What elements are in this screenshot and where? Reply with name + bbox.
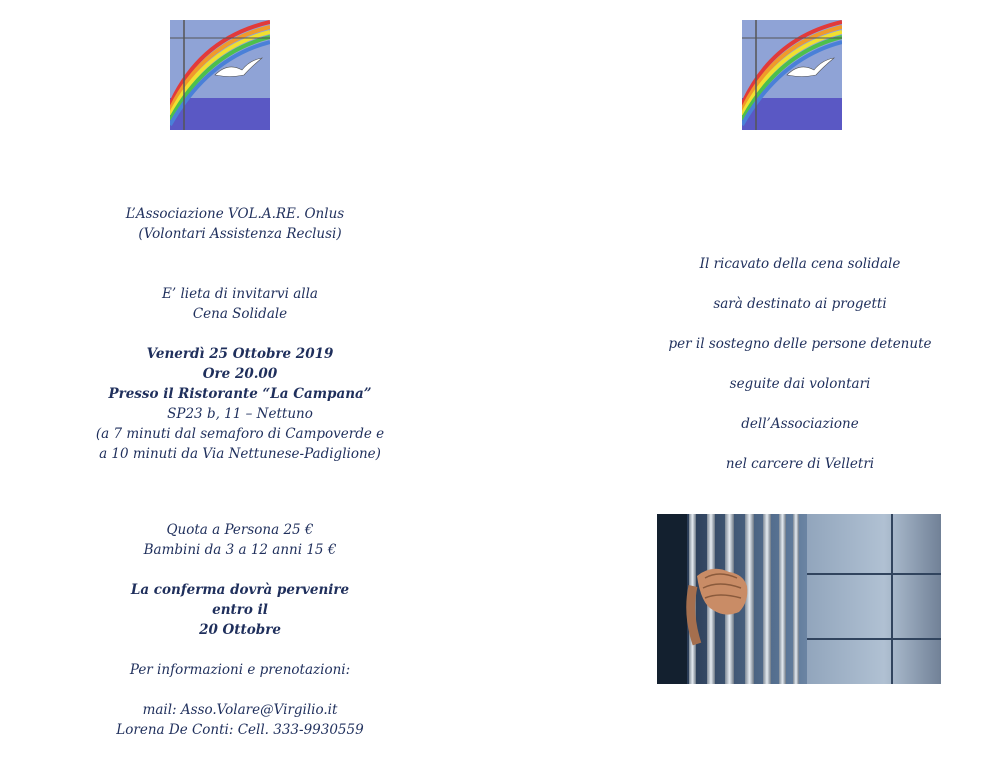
confirm-by: entro il <box>212 602 268 618</box>
proceeds-line-3: per il sostegno delle persone detenute <box>668 336 932 352</box>
association-subtitle: (Volontari Assistenza Reclusi) <box>138 226 342 242</box>
venue-address: SP23 b, 11 – Nettuno <box>167 406 313 422</box>
proceeds-line-6: nel carcere di Velletri <box>725 456 875 472</box>
association-logo-right <box>742 20 842 130</box>
price-block <box>45 520 435 560</box>
rainbow-seagull-logo-icon <box>742 20 842 130</box>
adult-price: Quota a Persona 25 € <box>166 522 314 538</box>
intro-block <box>45 204 435 244</box>
rainbow-seagull-logo-icon <box>170 20 270 130</box>
proceeds-line-4: seguite dai volontari <box>729 376 871 392</box>
confirm-block <box>45 580 435 640</box>
child-price: Bambini da 3 a 12 anni 15 € <box>143 542 337 558</box>
event-date: Venerdì 25 Ottobre 2019 <box>146 346 334 362</box>
directions-line-1: (a 7 minuti dal semaforo di Campoverde e <box>95 426 385 442</box>
proceeds-line-1: Il ricavato della cena solidale <box>699 256 901 272</box>
proceeds-line-2: sarà destinato ai progetti <box>713 296 887 312</box>
contact-email: mail: Asso.Volare@Virgilio.it <box>142 702 338 718</box>
proceeds-line-5: dell’Associazione <box>741 416 859 432</box>
contact-phone: Lorena De Conti: Cell. 333-9930559 <box>116 722 364 738</box>
event-time: Ore 20.00 <box>202 366 278 382</box>
prison-bars-icon <box>657 514 941 684</box>
association-name: L’Associazione VOL.A.RE. Onlus <box>125 206 345 222</box>
invite-text: E’ lieta di invitarvi alla <box>162 286 318 302</box>
association-logo-left <box>170 20 270 130</box>
invite-block <box>45 284 435 324</box>
proceeds-block <box>620 244 980 484</box>
dinner-name: Cena Solidale <box>192 306 288 322</box>
directions-line-2: a 10 minuti da Via Nettunese-Padiglione) <box>99 446 381 462</box>
event-block <box>45 344 435 464</box>
info-heading: Per informazioni e prenotazioni: <box>129 662 351 678</box>
event-venue: Presso il Ristorante “La Campana” <box>108 386 372 402</box>
info-block <box>45 660 435 680</box>
prison-bars-photo <box>657 514 941 684</box>
confirm-text: La conferma dovrà pervenire <box>130 582 350 598</box>
contacts-block <box>45 700 435 740</box>
confirm-date: 20 Ottobre <box>199 622 281 638</box>
